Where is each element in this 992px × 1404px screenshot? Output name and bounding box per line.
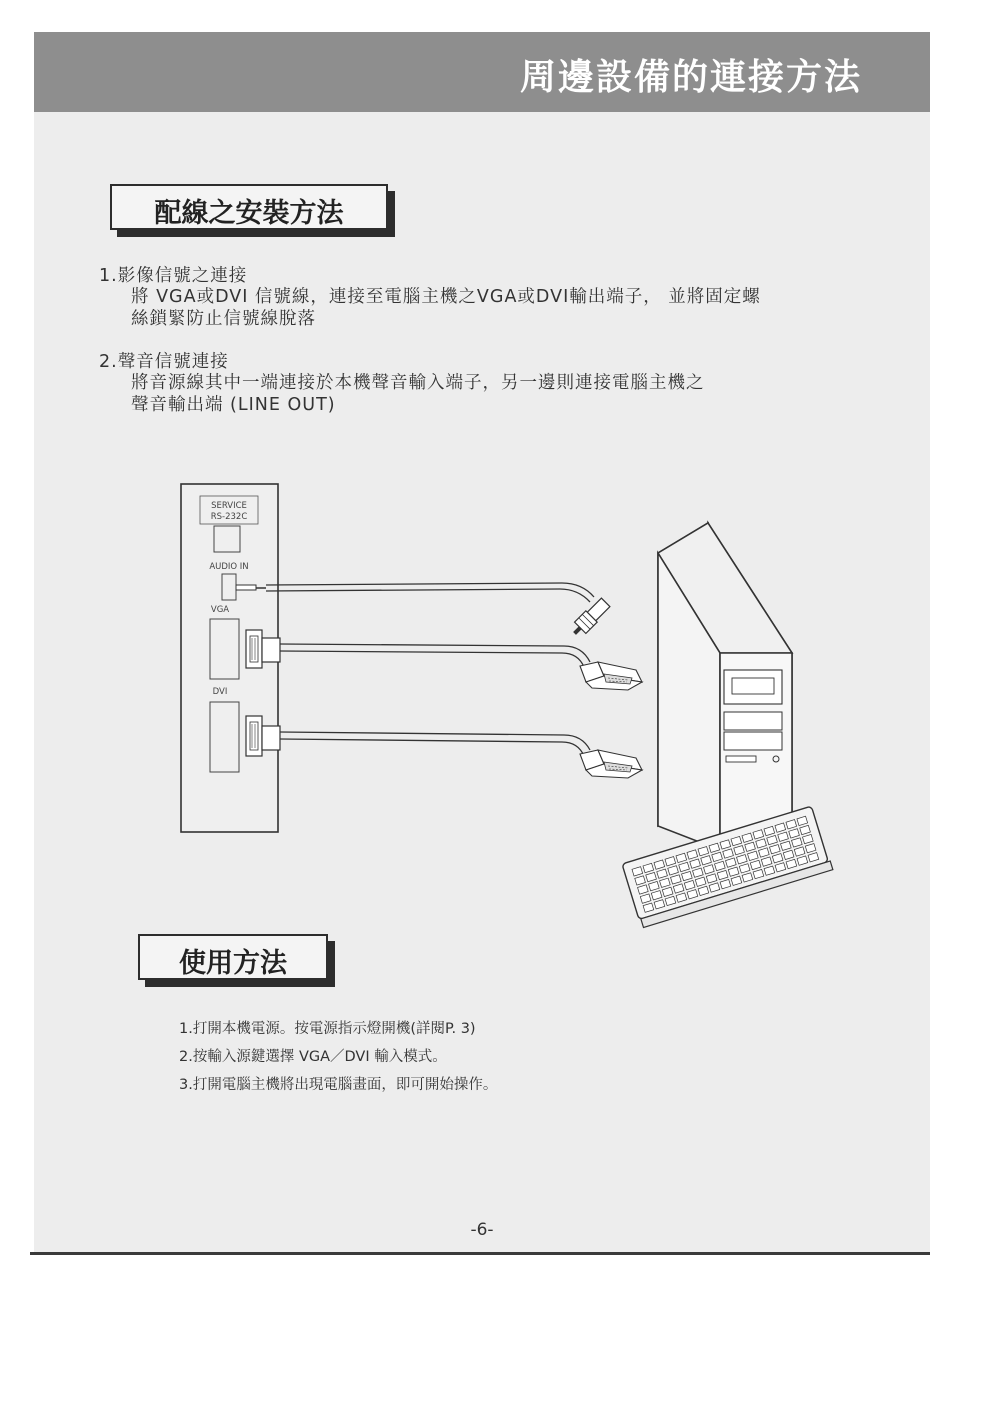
- page-title: 周邊設備的連接方法: [519, 57, 862, 98]
- manual-page: [34, 32, 930, 1254]
- connection-diagram: [34, 32, 930, 1032]
- step1-body-line1: 將 VGA或DVI 信號線，連接至電腦主機之VGA或DVI輸出端子， 並將固定螺: [131, 287, 761, 307]
- pc-tower-icon: [658, 523, 792, 850]
- step2-heading: 2.聲音信號連接: [99, 352, 229, 372]
- step2-body-line1: 將音源線其中一端連接於本機聲音輸入端子，另一邊則連接電腦主機之: [131, 373, 705, 393]
- vga-cable-icon: [246, 630, 642, 690]
- usage-section-title-box: [138, 934, 328, 980]
- step1-body-line2: 絲鎖緊防止信號線脫落: [131, 309, 316, 329]
- service-label: SERVICE: [211, 501, 247, 511]
- vga-label: VGA: [210, 605, 230, 615]
- dvi-cable-icon: [246, 716, 642, 778]
- dvi-label: DVI: [212, 687, 228, 697]
- rs232c-label: RS-232C: [210, 512, 248, 522]
- usage-section-title: 使用方法: [179, 948, 287, 979]
- usage-step-1: 1.打開本機電源。按電源指示燈開機(詳閱P. 3): [179, 1021, 476, 1037]
- audio-in-label: AUDIO IN: [209, 562, 249, 572]
- step2-body-line2: 聲音輸出端 (LINE OUT): [131, 395, 336, 415]
- bottom-rule: [30, 1252, 930, 1255]
- usage-step-2: 2.按輸入源鍵選擇 VGA／DVI 輸入模式。: [179, 1049, 447, 1065]
- step1-heading: 1.影像信號之連接: [99, 266, 248, 286]
- usage-step-3: 3.打開電腦主機將出現電腦畫面，即可開始操作。: [179, 1077, 498, 1093]
- page-number: -6-: [470, 1220, 494, 1240]
- wiring-section-title: 配線之安裝方法: [154, 198, 344, 229]
- audio-cable-icon: [236, 583, 611, 639]
